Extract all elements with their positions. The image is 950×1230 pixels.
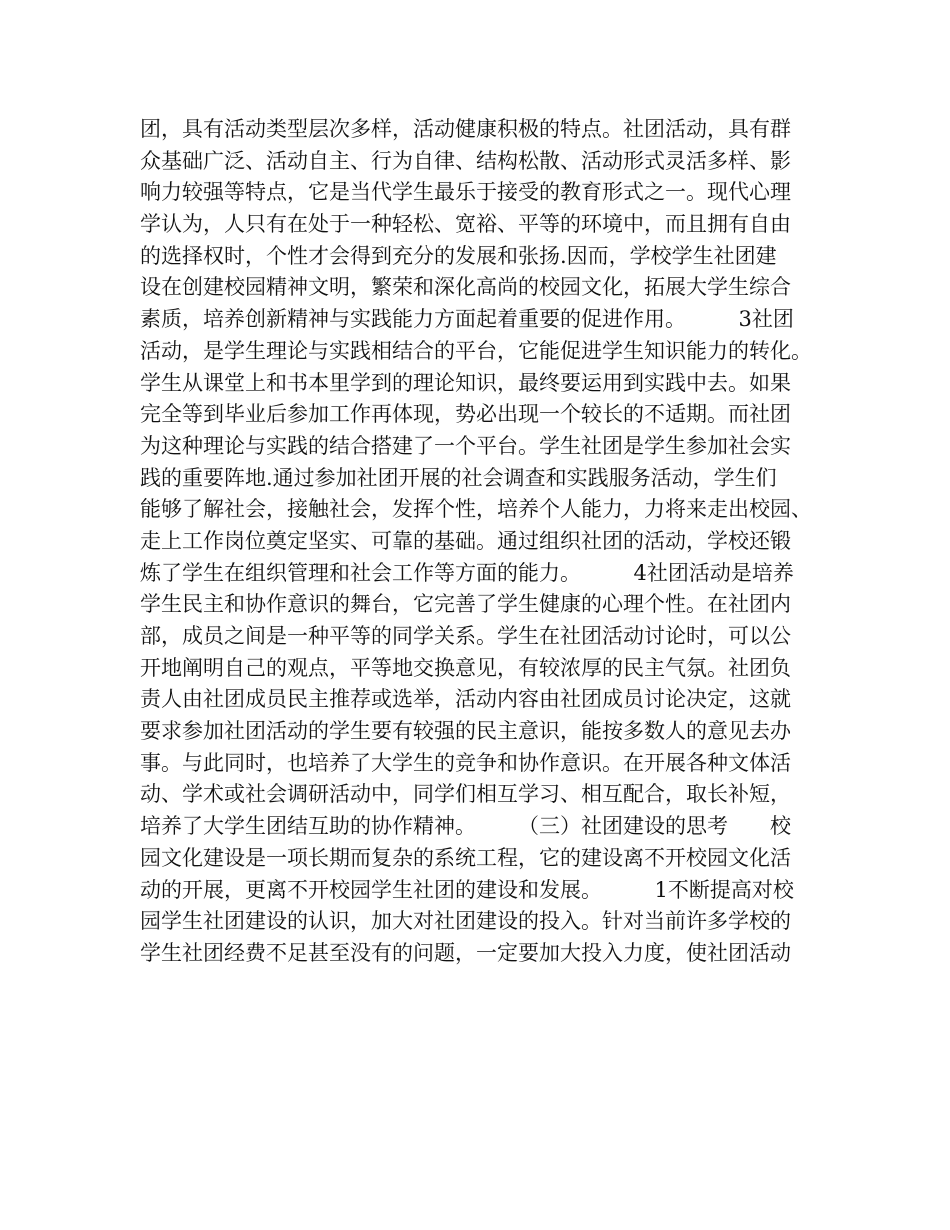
text-line: 动的开展，更离不开校园学生社团的建设和发展。 1不断提高对校 — [140, 877, 794, 902]
body-text — [140, 114, 830, 970]
text-line: 为这种理论与实践的结合搭建了一个平台。学生社团是学生参加社会实 — [140, 433, 791, 458]
text-line: 事。与此同时，也培养了大学生的竞争和协作意识。在开展各种文体活 — [140, 750, 791, 775]
text-line: 走上工作岗位奠定坚实、可靠的基础。通过组织社团的活动，学校还锻 — [140, 528, 791, 553]
text-line: 学生社团经费不足甚至没有的问题，一定要加大投入力度，使社团活动 — [140, 940, 791, 965]
text-line: 设在创建校园精神文明，繁荣和深化高尚的校园文化，拓展大学生综合 — [140, 275, 791, 300]
text-line: 学生从课堂上和书本里学到的理论知识，最终要运用到实践中去。如果 — [140, 370, 791, 395]
text-line: 响力较强等特点，它是当代学生最乐于接受的教育形式之一。现代心理 — [140, 180, 791, 205]
text-line: 学生民主和协作意识的舞台，它完善了学生健康的心理个性。在社团内 — [140, 592, 791, 617]
text-line: 完全等到毕业后参加工作再体现，势必出现一个较长的不适期。而社团 — [140, 402, 791, 427]
text-line: 团，具有活动类型层次多样，活动健康积极的特点。社团活动，具有群 — [140, 117, 791, 141]
text-line: 众基础广泛、活动自主、行为自律、结构松散、活动形式灵活多样、影 — [140, 148, 791, 173]
text-line: 园学生社团建设的认识，加大对社团建设的投入。针对当前许多学校的 — [140, 909, 791, 934]
text-line: 能够了解社会，接触社会，发挥个性，培养个人能力，力将来走出校园、 — [140, 497, 812, 522]
text-line: 开地阐明自己的观点，平等地交换意见，有较浓厚的民主气氛。社团负 — [140, 655, 791, 680]
text-line: 炼了学生在组织管理和社会工作等方面的能力。 4社团活动是培养 — [140, 560, 794, 585]
text-line: 素质，培养创新精神与实践能力方面起着重要的促进作用。 3社团 — [140, 307, 794, 332]
text-line: 部，成员之间是一种平等的同学关系。学生在社团活动讨论时，可以公 — [140, 624, 791, 648]
text-line: 培养了大学生团结互助的协作精神。 （三）社团建设的思考 校 — [140, 814, 791, 839]
text-line: 要求参加社团活动的学生要有较强的民主意识，能按多数人的意见去办 — [140, 719, 791, 744]
text-line: 园文化建设是一项长期而复杂的系统工程，它的建设离不开校园文化活 — [140, 845, 791, 870]
text-line: 活动，是学生理论与实践相结合的平台，它能促进学生知识能力的转化。 — [140, 338, 812, 363]
text-line: 的选择权时，个性才会得到充分的发展和张扬.因而，学校学生社团建 — [140, 243, 777, 268]
text-line: 践的重要阵地.通过参加社团开展的社会调查和实践服务活动，学生们 — [140, 465, 777, 490]
text-line: 责人由社团成员民主推荐或选举，活动内容由社团成员讨论决定，这就 — [140, 687, 791, 712]
text-line: 动、学术或社会调研活动中，同学们相互学习、相互配合，取长补短， — [140, 782, 791, 807]
text-line: 学认为，人只有在处于一种轻松、宽裕、平等的环境中，而且拥有自由 — [140, 212, 791, 237]
